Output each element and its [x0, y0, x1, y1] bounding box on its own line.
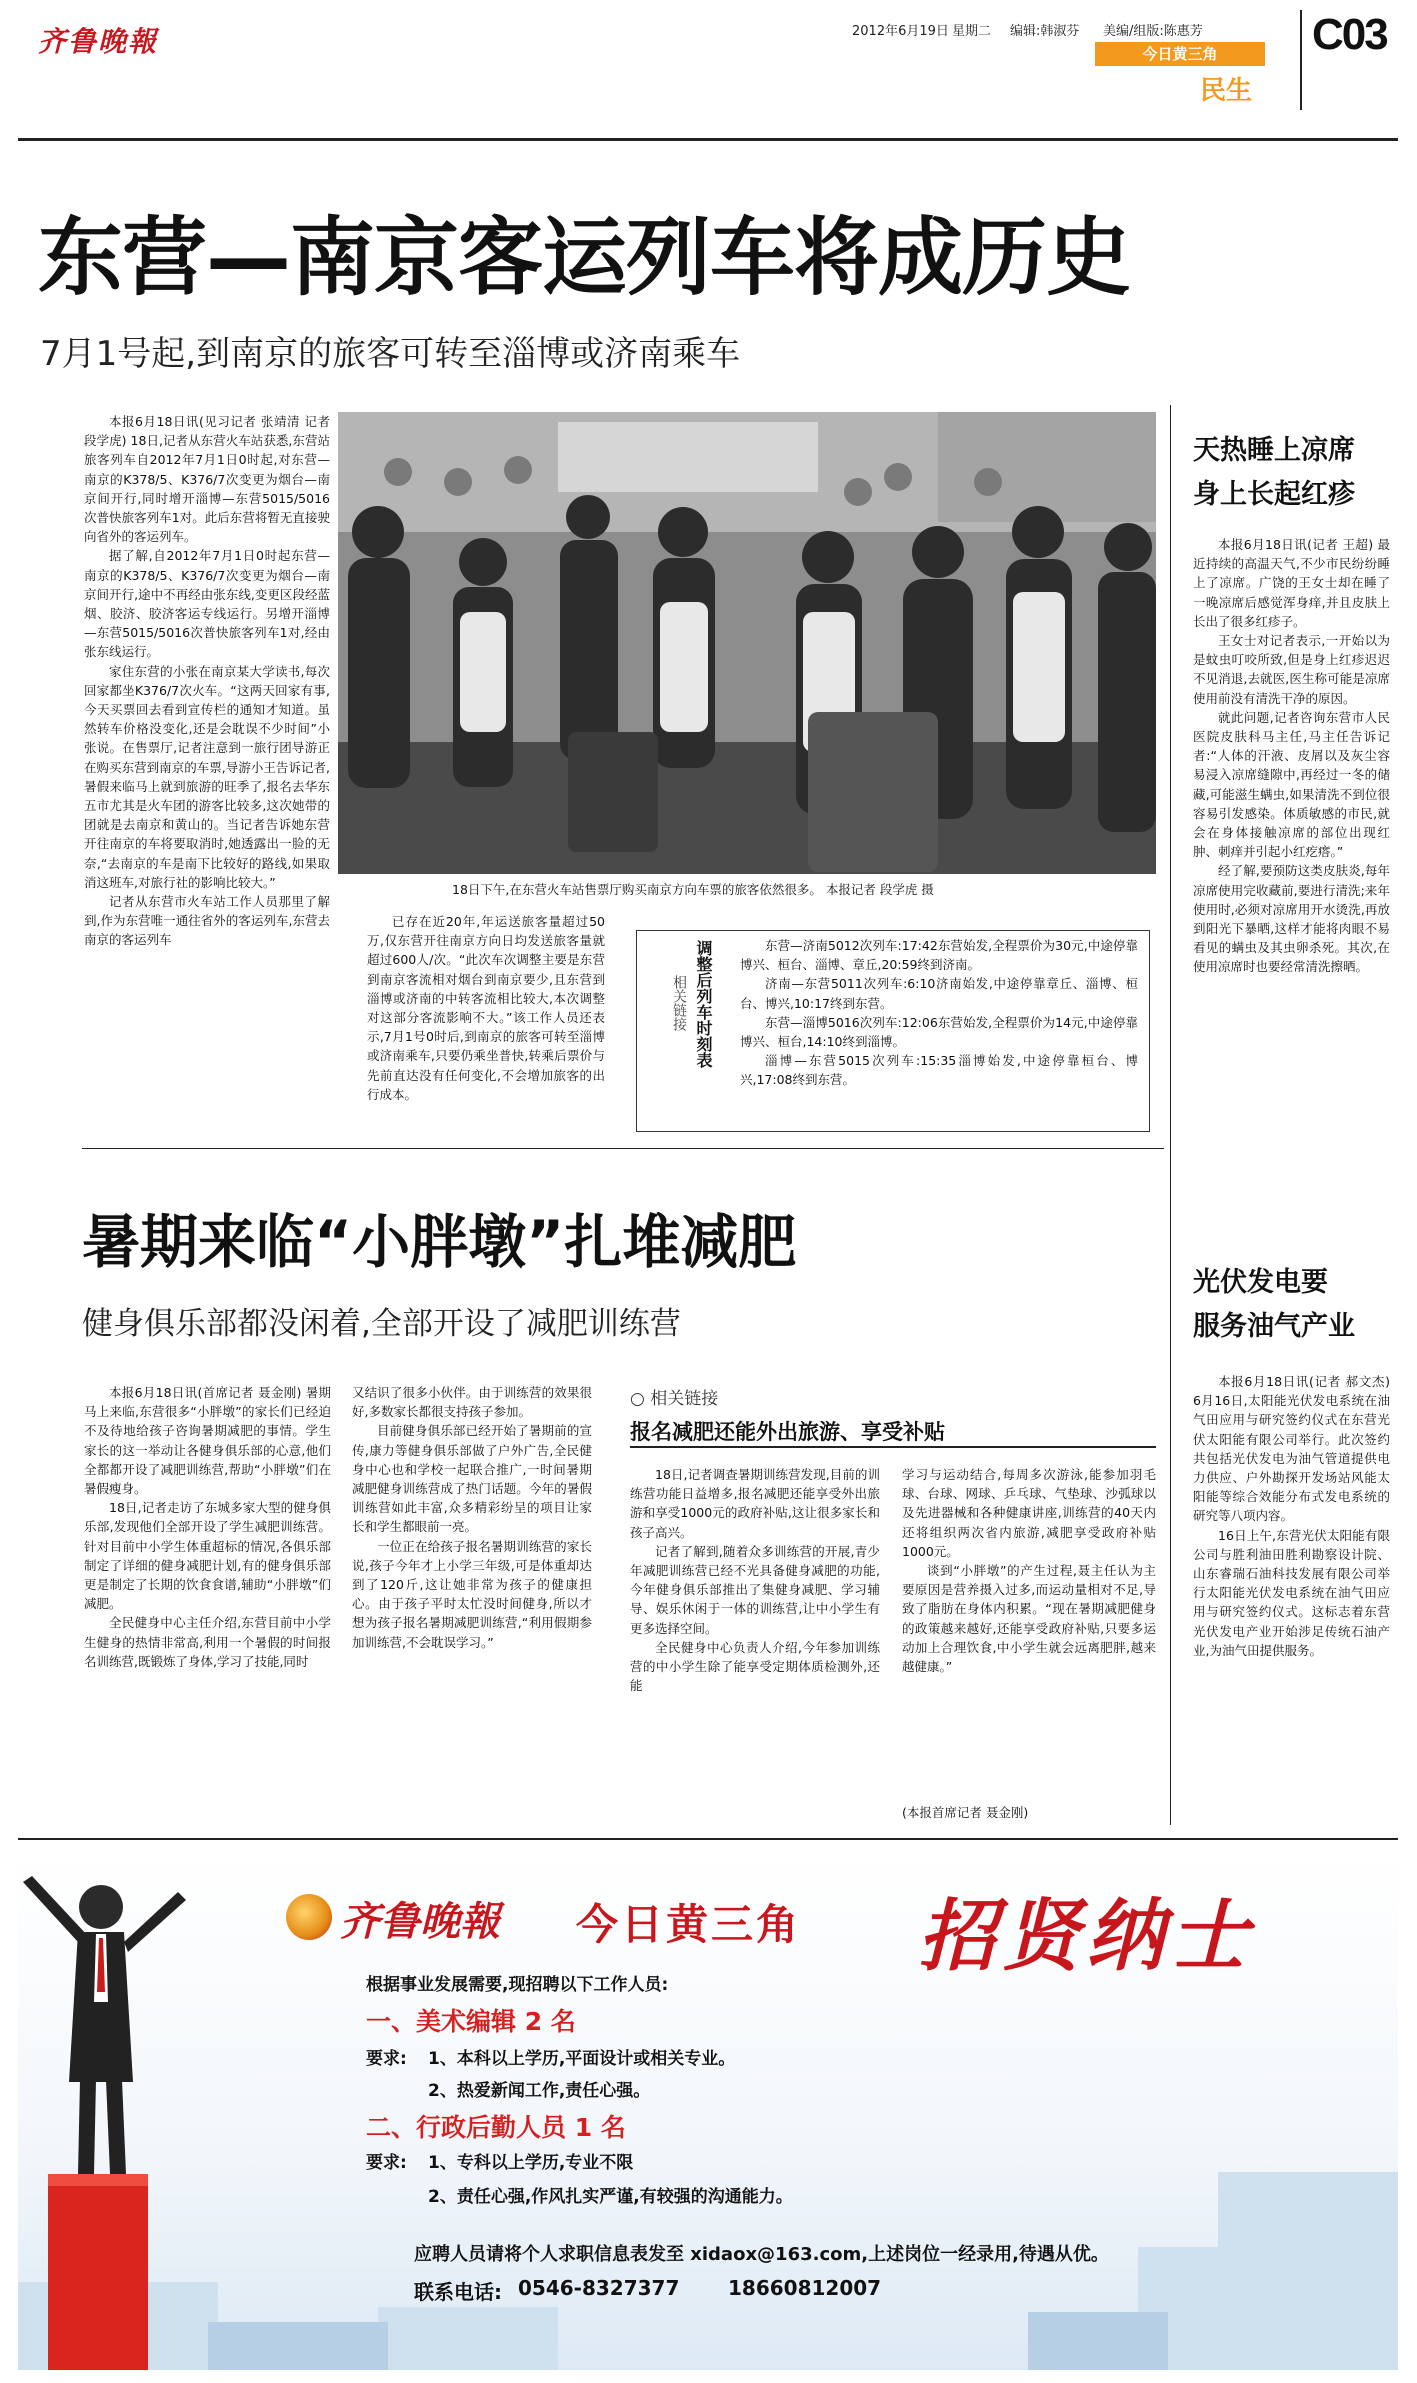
ad-job1-title: 一、美术编辑 2 名 — [366, 2007, 576, 2036]
story2-col1-para-3: 全民健身中心主任介绍,东营目前中小学生健身的热情非常高,利用一个暑假的时间报名训练营,既锻炼了身体,学习了技能,同时 — [84, 1615, 331, 1669]
story1-subhead: 7月1号起,到南京的旅客可转至淄博或济南乘车 — [40, 334, 741, 374]
page-code: C03 — [1312, 10, 1387, 59]
right1-para-4: 经了解,要预防这类皮肤炎,每年凉席使用完收藏前,要进行清洗;来年使用时,必须对凉席用开水烫洗,再放到阳光下暴晒,这样才能将肉眼不易看见的螨虫及其虫卵杀死。其次,在使用凉席时也要经常清洗擦晒。 — [1193, 863, 1390, 975]
ad-phone-2: 18660812007 — [728, 2276, 882, 2300]
ad-job2-req2: 2、责任心强,作风扎实严谨,有较强的沟通能力。 — [428, 2187, 793, 2207]
section-tag: 今日黄三角 — [1095, 42, 1265, 66]
issue-date: 2012年6月19日 — [852, 24, 949, 39]
ad-intro: 根据事业发展需要,现招聘以下工作人员: — [366, 1975, 669, 1995]
story2-subhead: 健身俱乐部都没闲着,全部开设了减肥训练营 — [82, 1306, 681, 1342]
right1-para-1: 本报6月18日讯(记者 王超) 最近持续的高温天气,不少市民纷纷睡上了凉席。广饶的王女士却在睡了一晚凉席后感觉浑身痒,并且皮肤上长出了很多红疹子。 — [1193, 537, 1390, 629]
timetable-item: 济南—东营5011次列车:6:10济南始发,中途停靠章丘、淄博、桓台、博兴,10:17终到东营。 — [740, 976, 1138, 1011]
right2-title-line2: 服务油气产业 — [1193, 1311, 1355, 1342]
header-rule — [18, 138, 1398, 141]
right1-title-line1: 天热睡上凉席 — [1193, 435, 1355, 466]
right2-para-1: 本报6月18日讯(记者 郝文杰) 6月16日,太阳能光伏发电系统在油气田应用与研究签约仪式在东营光伏太阳能有限公司举行。此次签约共包括光伏发电为油气管道提供电力供应、户外勘探开发场站风能太阳能等综合效能分布式发电系统的研究等八项内容。 — [1193, 1374, 1390, 1524]
ad-phone-1: 0546-8327377 — [518, 2276, 680, 2300]
ad-job1-req2: 2、热爱新闻工作,责任心强。 — [428, 2081, 651, 2101]
link-label-text: 相关链接 — [650, 1389, 719, 1409]
ad-job2-req1: 1、专科以上学历,专业不限 — [428, 2153, 634, 2173]
ad-slogan: 招贤纳士 — [918, 1891, 1255, 1982]
section-name: 民生 — [1200, 76, 1253, 106]
story2-col1-para-2: 18日,记者走访了东城多家大型的健身俱乐部,发现他们全部开设了学生减肥训练营。针对目前中小学生体重超标的情况,各俱乐部制定了详细的健身减肥计划,有的健身俱乐部更是制定了长期的饮食食谱,辅助“小胖墩”们减肥。 — [84, 1500, 331, 1612]
timetable-item: 东营—济南5012次列车:17:42东营始发,全程票价为30元,中途停靠博兴、桓台、淄博、章丘,20:59终到济南。 — [740, 938, 1138, 973]
ad-job2-title: 二、行政后勤人员 1 名 — [366, 2113, 626, 2142]
right-column-divider — [1170, 405, 1171, 1825]
header-divider — [1300, 10, 1302, 110]
timetable-title: 调整后列车时刻表 — [694, 940, 713, 1068]
timetable-label: 相关链接 — [671, 975, 687, 1031]
link-title: 报名减肥还能外出旅游、享受补贴 — [630, 1420, 945, 1444]
story1-column-1 — [84, 412, 330, 1102]
link-col1-para-3: 全民健身中心负责人介绍,今年参加训练营的中小学生除了能享受定期体质检测外,还能 — [630, 1639, 880, 1694]
designer-credit: 美编/组版:陈惠芳 — [1103, 24, 1203, 39]
link-col2-para-2: 谈到“小胖墩”的产生过程,聂主任认为主要原因是营养摄入过多,而运动量相对不足,导致了脂肪在身体内积累。“现在暑期减肥健身的政策越来越好,还能享受政府补贴,只要多运动加上合理饮食,中小学生就会远离肥胖,越来越健康。” — [902, 1563, 1156, 1675]
brand-emblem-icon — [286, 1894, 332, 1940]
station-photo — [338, 412, 1156, 874]
masthead-logo: 齐鲁晚報 — [38, 25, 159, 58]
story-divider — [82, 1148, 1164, 1149]
story2-headline: 暑期来临“小胖墩”扎堆减肥 — [82, 1208, 797, 1276]
timetable-item: 淄博—东营5015次列车:15:35淄博始发,中途停靠桓台、博兴,17:08终到东营。 — [740, 1053, 1138, 1088]
link-column-2 — [902, 1465, 1156, 1805]
content-bottom-rule — [18, 1838, 1398, 1840]
timetable-item: 东营—淄博5016次列车:12:06东营始发,全程票价为14元,中途停靠博兴、桓台,14:10终到淄博。 — [740, 1014, 1138, 1050]
story1-col1-para-1: 本报6月18日讯(见习记者 张靖清 记者 段学虎) 18日,记者从东营火车站获悉,东营站旅客列车自2012年7月1日0时起,对东营—南京的K378/5、K376/7次变更为烟台—南京间开行,同时增开淄博—东营5015/5016次普快旅客列车1对。此后东营将暂无直接驶向省外的客运列车。 — [84, 414, 330, 545]
ad-job2-req-label: 要求: — [366, 2153, 407, 2173]
link-column-1 — [630, 1465, 880, 1825]
link-byline: (本报首席记者 聂金刚) — [902, 1805, 1029, 1820]
link-col2-para-1: 学习与运动结合,每周多次游泳,能参加羽毛球、台球、网球、乒乓球、气垫球、沙弧球以及先进器械和各种健康讲座,训练营的40天内还将组织两次省内旅游,减肥享受政府补贴1000元。 — [902, 1467, 1156, 1559]
ad-phone-label: 联系电话: — [414, 2280, 502, 2304]
recruitment-ad — [18, 1852, 1398, 2370]
right1-body — [1193, 535, 1390, 1225]
right1-para-3: 就此问题,记者咨询东营市人民医院皮肤科马主任,马主任告诉记者:“人体的汗液、皮屑以及灰尘容易浸入凉席缝隙中,再经过一冬的储藏,可能滋生螨虫,如果清洗不到位很容易引发感染。体质敏感的市民,就会在身体接触凉席的部位出现红肿、刺痒并引起小红疙瘩。” — [1193, 709, 1390, 860]
story2-column-1 — [84, 1383, 331, 1823]
story1-col1-para-3: 家住东营的小张在南京某大学读书,每次回家都坐K376/7次火车。“这两天回家有事,今天买票回去看到宣传栏的通知才知道。虽然转车价格没变化,还是会耽误不少时间”小张说。在售票厅,记者注意到一旅行团导游正在购买东营到南京的车票,导游小王告诉记者,暑假来临马上就到旅游的旺季了,报名去华东五市尤其是火车团的游客比较多,这次她带的团就是去南京和黄山的。当记者告诉她东营开往南京的车将要取消时,她透露出一脸的无奈,“去南京的车是南下比较好的路线,如果取消这班车,对旅行社的影响比较大。” — [84, 663, 330, 890]
ad-job1-req1: 1、本科以上学历,平面设计或相关专业。 — [428, 2049, 736, 2069]
editor-credit: 编辑:韩淑芬 — [1010, 24, 1080, 39]
right1-para-2: 王女士对记者表示,一开始以为是蚊虫叮咬所致,但是身上红疹迟迟不见消退,去就医,医生称可能是凉席使用前没有清洗干净的原因。 — [1193, 633, 1390, 706]
photo-caption: 18日下午,在东营火车站售票厅购买南京方向车票的旅客依然很多。 本报记者 段学虎 摄 — [452, 882, 934, 897]
issue-weekday: 星期二 — [952, 24, 992, 39]
story2-col2-para-1: 又结识了很多小伙伴。由于训练营的效果很好,多数家长都很支持孩子参加。 — [352, 1385, 592, 1420]
story2-col1-para-1: 本报6月18日讯(首席记者 聂金刚) 暑期马上来临,东营很多“小胖墩”的家长们已经迫不及待地给孩子咨询暑期减肥的事情。学生家长的这一举动让各健身俱乐部的心意,他们全都都开设了减肥训练营,帮助“小胖墩”们在暑假瘦身。 — [84, 1385, 331, 1497]
link-label: ○ 相关链接 — [630, 1389, 719, 1409]
right1-title-line2: 身上长起红疹 — [1193, 479, 1355, 510]
ad-job1-req-label: 要求: — [366, 2049, 407, 2069]
ad-contact: 应聘人员请将个人求职信息表发至 xidaox@163.com,上述岗位一经录用,待遇从优。 — [414, 2244, 1109, 2265]
link-rule — [630, 1446, 1156, 1448]
story2-col2-para-3: 一位正在给孩子报名暑期训练营的家长说,孩子今年才上小学三年级,可是体重却达到了120斤,这让她非常为孩子的健康担心。由于孩子平时太忙没时间健身,所以才想为孩子报名暑期减肥训练营,“利用假期参加训练营,不会耽误学习。” — [352, 1538, 592, 1650]
story1-col1-para-4: 记者从东营市火车站工作人员那里了解到,作为东营唯一通往省外的客运列车,东营去南京的客运列车 — [84, 894, 330, 948]
link-col1-para-1: 18日,记者调查暑期训练营发现,目前的训练营功能日益增多,报名减肥还能享受外出旅游和享受1000元的政府补贴,这让很多家长和孩子高兴。 — [630, 1467, 880, 1540]
story1-headline: 东营—南京客运列车将成历史 — [38, 209, 1131, 308]
ad-region: 今日黄三角 — [576, 1900, 802, 1949]
story1-col2-para-1: 已存在近20年,年运送旅客量超过50万,仅东营开往南京方向日均发送旅客量就超过600人/次。“此次车次调整主要是东营到南京客流相对烟台到南京要少,且东营到淄博或济南的中转客流相比较大,本次调整对这部分客流影响不大。”该工作人员还表示,7月1号0时后,到南京的旅客可转至淄博或济南乘车,只要仍乘坐普快,转乘后票价与先前直达没有任何变化,不会增加旅客的出行成本。 — [367, 914, 605, 1102]
right2-para-2: 16日上午,东营光伏太阳能有限公司与胜利油田胜利勘察设计院、山东睿瑞石油科技发展有限公司举行太阳能光伏发电系统在油气田应用与研究签约仪式。这标志着东营光伏发电产业开始涉足传统石油产业,为油气田提供服务。 — [1193, 1527, 1390, 1658]
story1-col1-para-2: 据了解,自2012年7月1日0时起东营—南京的K378/5、K376/7次变更为烟台—南京间开行,途中不再经由张东线,变更区段经蓝烟、胶济、胶济客运专线运行。另增开淄博—东营5015/5016次普快旅客列车1对,经由张东线运行。 — [84, 548, 330, 660]
story2-column-2 — [352, 1383, 592, 1823]
story2-col2-para-2: 目前健身俱乐部已经开始了暑期前的宣传,康力等健身俱乐部做了户外广告,全民健身中心也和学校一起联合推广,一时间暑期减肥健身训练营成了热门话题。今年的暑假训练营如此丰富,众多精彩纷呈的项目让家长和学生都眼前一亮。 — [352, 1423, 592, 1535]
timetable-list — [740, 936, 1138, 1126]
station-crowd-image — [338, 412, 1156, 874]
right2-body — [1193, 1372, 1390, 1822]
story1-column-2 — [367, 912, 605, 1132]
right2-title-line1: 光伏发电要 — [1193, 1267, 1328, 1298]
link-col1-para-2: 记者了解到,随着众多训练营的开展,青少年减肥训练营已经不光具备健身减肥的功能,今年健身俱乐部推出了集健身减肥、学习辅导、娱乐休闲于一体的训练营,让中小学生有更多选择空间。 — [630, 1543, 880, 1636]
ad-brand: 齐鲁晚報 — [340, 1898, 500, 1945]
